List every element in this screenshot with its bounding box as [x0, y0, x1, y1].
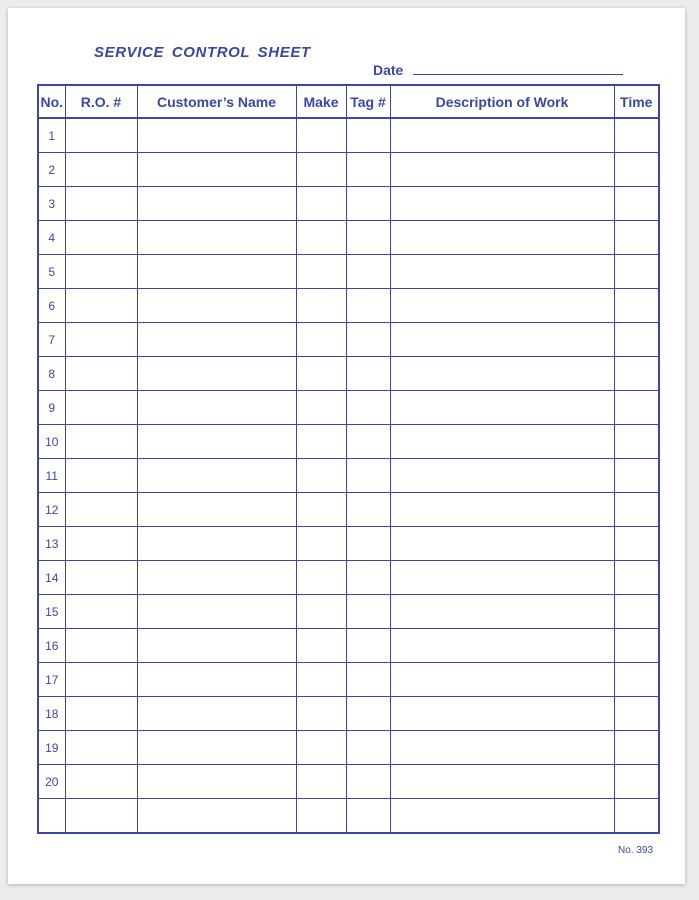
table-row [38, 493, 659, 527]
time-cell[interactable] [614, 697, 659, 731]
form-number: No. 393 [618, 845, 654, 856]
ro-number-cell[interactable] [65, 153, 137, 187]
header-description-of-work: Description of Work [390, 85, 614, 118]
tag-number-cell[interactable] [346, 187, 390, 221]
time-cell[interactable] [614, 187, 659, 221]
table-body [38, 118, 659, 833]
row-number: 12 [38, 493, 65, 527]
description-cell[interactable] [390, 595, 614, 629]
make-cell[interactable] [296, 799, 346, 834]
time-cell[interactable] [614, 221, 659, 255]
row-number: 6 [38, 289, 65, 323]
header-make: Make [296, 85, 346, 118]
description-cell[interactable] [390, 425, 614, 459]
tag-number-cell[interactable] [346, 697, 390, 731]
ro-number-cell[interactable] [65, 425, 137, 459]
tag-number-cell[interactable] [346, 459, 390, 493]
row-number: 1 [38, 118, 65, 153]
customer-name-cell[interactable] [137, 799, 296, 834]
ro-number-cell[interactable] [65, 629, 137, 663]
description-cell[interactable] [390, 799, 614, 834]
table-row [38, 561, 659, 595]
time-cell[interactable] [614, 765, 659, 799]
row-number: 10 [38, 425, 65, 459]
make-cell[interactable] [296, 765, 346, 799]
tag-number-cell[interactable] [346, 425, 390, 459]
ro-number-cell[interactable] [65, 221, 137, 255]
table-row [38, 731, 659, 765]
time-cell[interactable] [614, 561, 659, 595]
tag-number-cell[interactable] [346, 357, 390, 391]
ro-number-cell[interactable] [65, 391, 137, 425]
table-row [38, 255, 659, 289]
time-cell[interactable] [614, 391, 659, 425]
table-row [38, 357, 659, 391]
description-cell[interactable] [390, 118, 614, 153]
make-cell[interactable] [296, 425, 346, 459]
customer-name-cell[interactable] [137, 357, 296, 391]
description-cell[interactable] [390, 731, 614, 765]
header-customer-name: Customer’s Name [137, 85, 296, 118]
time-cell[interactable] [614, 323, 659, 357]
tag-number-cell[interactable] [346, 255, 390, 289]
ro-number-cell[interactable] [65, 493, 137, 527]
time-cell[interactable] [614, 799, 659, 834]
customer-name-cell[interactable] [137, 391, 296, 425]
time-cell[interactable] [614, 527, 659, 561]
make-cell[interactable] [296, 323, 346, 357]
tag-number-cell[interactable] [346, 629, 390, 663]
row-number: 18 [38, 697, 65, 731]
row-number: 11 [38, 459, 65, 493]
row-number: 19 [38, 731, 65, 765]
table-row [38, 595, 659, 629]
make-cell[interactable] [296, 187, 346, 221]
tag-number-cell[interactable] [346, 527, 390, 561]
customer-name-cell[interactable] [137, 629, 296, 663]
tag-number-cell[interactable] [346, 391, 390, 425]
customer-name-cell[interactable] [137, 595, 296, 629]
time-cell[interactable] [614, 153, 659, 187]
row-number: 13 [38, 527, 65, 561]
time-cell[interactable] [614, 731, 659, 765]
table-row [38, 765, 659, 799]
table-row [38, 187, 659, 221]
description-cell[interactable] [390, 663, 614, 697]
table-row [38, 459, 659, 493]
make-cell[interactable] [296, 629, 346, 663]
make-cell[interactable] [296, 118, 346, 153]
row-number: 2 [38, 153, 65, 187]
ro-number-cell[interactable] [65, 118, 137, 153]
description-cell[interactable] [390, 697, 614, 731]
row-number: 9 [38, 391, 65, 425]
description-cell[interactable] [390, 255, 614, 289]
table-row [38, 527, 659, 561]
customer-name-cell[interactable] [137, 561, 296, 595]
description-cell[interactable] [390, 153, 614, 187]
row-number: 4 [38, 221, 65, 255]
make-cell[interactable] [296, 595, 346, 629]
make-cell[interactable] [296, 493, 346, 527]
row-number: 14 [38, 561, 65, 595]
table-row [38, 629, 659, 663]
time-cell[interactable] [614, 357, 659, 391]
tag-number-cell[interactable] [346, 118, 390, 153]
row-number: 16 [38, 629, 65, 663]
description-cell[interactable] [390, 289, 614, 323]
date-field[interactable] [413, 74, 623, 75]
make-cell[interactable] [296, 527, 346, 561]
description-cell[interactable] [390, 357, 614, 391]
table-row [38, 391, 659, 425]
time-cell[interactable] [614, 459, 659, 493]
row-number: 20 [38, 765, 65, 799]
time-cell[interactable] [614, 493, 659, 527]
time-cell[interactable] [614, 663, 659, 697]
date-label: Date [373, 62, 404, 78]
tag-number-cell[interactable] [346, 323, 390, 357]
ro-number-cell[interactable] [65, 459, 137, 493]
customer-name-cell[interactable] [137, 425, 296, 459]
table-row [38, 663, 659, 697]
ro-number-cell[interactable] [65, 357, 137, 391]
time-cell[interactable] [614, 629, 659, 663]
customer-name-cell[interactable] [137, 153, 296, 187]
form-sheet [8, 8, 685, 884]
row-number: 7 [38, 323, 65, 357]
customer-name-cell[interactable] [137, 118, 296, 153]
row-number: 5 [38, 255, 65, 289]
customer-name-cell[interactable] [137, 765, 296, 799]
tag-number-cell[interactable] [346, 289, 390, 323]
description-cell[interactable] [390, 765, 614, 799]
table-row [38, 118, 659, 153]
row-number [38, 799, 65, 834]
ro-number-cell[interactable] [65, 731, 137, 765]
ro-number-cell[interactable] [65, 561, 137, 595]
time-cell[interactable] [614, 118, 659, 153]
table-row [38, 323, 659, 357]
time-cell[interactable] [614, 289, 659, 323]
tag-number-cell[interactable] [346, 221, 390, 255]
make-cell[interactable] [296, 663, 346, 697]
tag-number-cell[interactable] [346, 561, 390, 595]
customer-name-cell[interactable] [137, 289, 296, 323]
ro-number-cell[interactable] [65, 595, 137, 629]
customer-name-cell[interactable] [137, 323, 296, 357]
header-no: No. [38, 85, 65, 118]
row-number: 3 [38, 187, 65, 221]
customer-name-cell[interactable] [137, 493, 296, 527]
description-cell[interactable] [390, 561, 614, 595]
make-cell[interactable] [296, 731, 346, 765]
tag-number-cell[interactable] [346, 493, 390, 527]
tag-number-cell[interactable] [346, 799, 390, 834]
description-cell[interactable] [390, 323, 614, 357]
description-cell[interactable] [390, 527, 614, 561]
tag-number-cell[interactable] [346, 595, 390, 629]
form-title: SERVICE CONTROL SHEET [94, 44, 311, 61]
time-cell[interactable] [614, 595, 659, 629]
description-cell[interactable] [390, 493, 614, 527]
header-time: Time [614, 85, 659, 118]
ro-number-cell[interactable] [65, 255, 137, 289]
customer-name-cell[interactable] [137, 221, 296, 255]
ro-number-cell[interactable] [65, 527, 137, 561]
ro-number-cell[interactable] [65, 663, 137, 697]
ro-number-cell[interactable] [65, 697, 137, 731]
header-tag-number: Tag # [346, 85, 390, 118]
make-cell[interactable] [296, 153, 346, 187]
ro-number-cell[interactable] [65, 799, 137, 834]
ro-number-cell[interactable] [65, 323, 137, 357]
make-cell[interactable] [296, 561, 346, 595]
description-cell[interactable] [390, 459, 614, 493]
tag-number-cell[interactable] [346, 663, 390, 697]
ro-number-cell[interactable] [65, 187, 137, 221]
table-row [38, 697, 659, 731]
header-row [38, 85, 659, 118]
customer-name-cell[interactable] [137, 731, 296, 765]
table-row [38, 153, 659, 187]
table-row [38, 221, 659, 255]
make-cell[interactable] [296, 255, 346, 289]
time-cell[interactable] [614, 255, 659, 289]
table-row [38, 289, 659, 323]
make-cell[interactable] [296, 289, 346, 323]
make-cell[interactable] [296, 391, 346, 425]
table-row [38, 425, 659, 459]
row-number: 15 [38, 595, 65, 629]
tag-number-cell[interactable] [346, 731, 390, 765]
tag-number-cell[interactable] [346, 765, 390, 799]
service-table [37, 84, 660, 834]
row-number: 17 [38, 663, 65, 697]
make-cell[interactable] [296, 357, 346, 391]
table-row [38, 799, 659, 834]
time-cell[interactable] [614, 425, 659, 459]
tag-number-cell[interactable] [346, 153, 390, 187]
customer-name-cell[interactable] [137, 459, 296, 493]
ro-number-cell[interactable] [65, 289, 137, 323]
make-cell[interactable] [296, 221, 346, 255]
customer-name-cell[interactable] [137, 187, 296, 221]
customer-name-cell[interactable] [137, 697, 296, 731]
header-ro-number: R.O. # [65, 85, 137, 118]
ro-number-cell[interactable] [65, 765, 137, 799]
description-cell[interactable] [390, 391, 614, 425]
customer-name-cell[interactable] [137, 255, 296, 289]
customer-name-cell[interactable] [137, 527, 296, 561]
make-cell[interactable] [296, 697, 346, 731]
description-cell[interactable] [390, 629, 614, 663]
description-cell[interactable] [390, 187, 614, 221]
make-cell[interactable] [296, 459, 346, 493]
description-cell[interactable] [390, 221, 614, 255]
customer-name-cell[interactable] [137, 663, 296, 697]
row-number: 8 [38, 357, 65, 391]
